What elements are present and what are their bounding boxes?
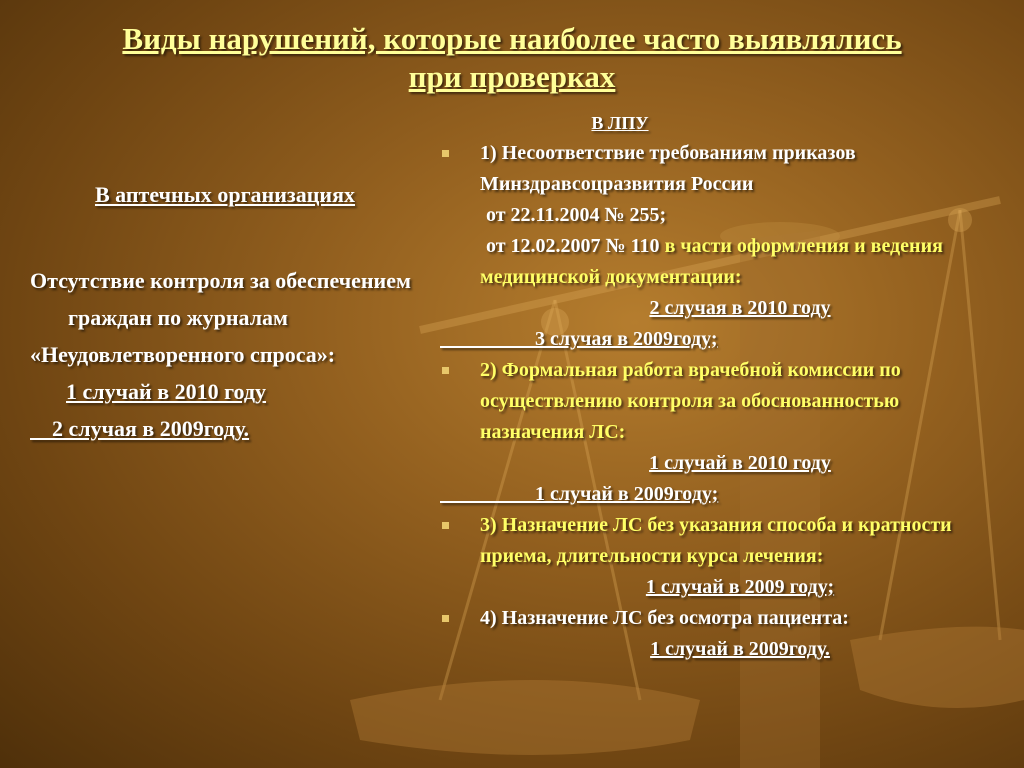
right-column-lpu	[440, 108, 1000, 665]
item2-text: 2) Формальная работа врачебной комиссии по осуществлению контроля за обоснованностью назначения ЛС:	[480, 359, 901, 443]
lpu-violation-item-1	[440, 138, 1000, 200]
item4-case-2009: 1 случай в 2009году.	[650, 638, 830, 660]
square-bullet-icon	[442, 367, 449, 374]
page-title-line1: Виды нарушений, которые наиболее часто выявлялись	[122, 21, 902, 56]
item1-order-255: от 22.11.2004 № 255;	[486, 204, 667, 226]
pharmacies-case-2010: 1 случай в 2010 году	[66, 379, 267, 404]
item3-text: 3) Назначение ЛС без указания способа и кратности приема, длительности курса лечения:	[480, 514, 952, 567]
square-bullet-icon	[442, 522, 449, 529]
pharmacies-violation-text: Отсутствие контроля за обеспечением граждан по журналам	[30, 268, 411, 330]
left-column-pharmacies	[30, 180, 420, 447]
item1-text: 1) Несоответствие требованиям приказов Минздравсоцразвития России	[480, 142, 856, 195]
lpu-violation-item-4	[440, 603, 1000, 634]
item1-order-110-line	[440, 231, 1000, 293]
pharmacies-violation-text-continued: «Неудовлетворенного спроса»:	[30, 342, 336, 367]
pharmacies-case-2009: 2 случая в 2009году.	[30, 416, 250, 441]
pharmacies-heading: В аптечных организациях	[94, 182, 355, 207]
item2-case-2009: 1 случай в 2009году;	[440, 483, 719, 505]
item1-order-110-tail: в части оформления и ведения медицинской документации:	[480, 235, 943, 288]
page-title-line2: при проверках	[408, 59, 616, 94]
lpu-heading: В ЛПУ	[591, 113, 649, 133]
item2-case-2010: 1 случай в 2010 году	[649, 452, 831, 474]
lpu-violation-item-3	[440, 510, 1000, 572]
item1-case-2009: 3 случая в 2009году;	[440, 328, 718, 350]
lpu-violation-item-2	[440, 355, 1000, 448]
item3-case-2009: 1 случай в 2009 году;	[645, 576, 835, 598]
item1-case-2010: 2 случая в 2010 году	[649, 297, 831, 319]
page-title	[40, 20, 984, 96]
square-bullet-icon	[442, 150, 449, 157]
item1-order-110: от 12.02.2007 № 110	[486, 235, 660, 257]
item4-text: 4) Назначение ЛС без осмотра пациента:	[480, 607, 849, 629]
square-bullet-icon	[442, 615, 449, 622]
